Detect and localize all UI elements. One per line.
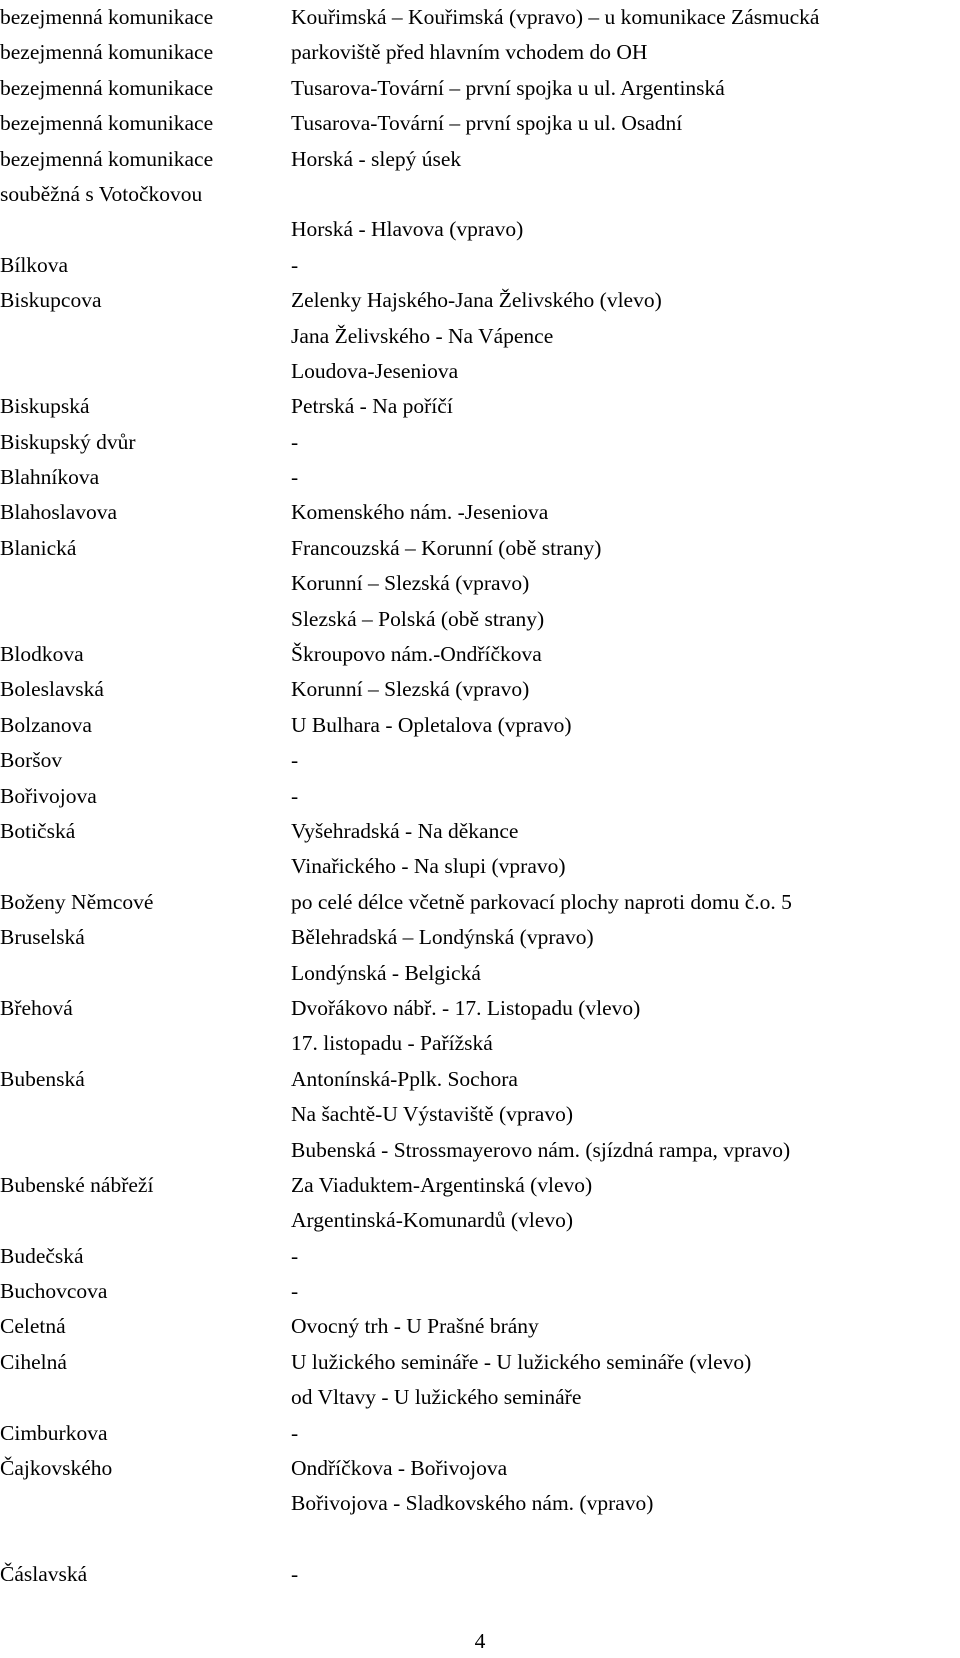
street-name: Bubenská [0, 1066, 85, 1091]
table-row [0, 283, 960, 318]
street-section: - [291, 1243, 299, 1268]
street-section: - [291, 783, 299, 808]
street-name: Čáslavská [0, 1562, 88, 1587]
street-section: Petrská - Na poříčí [291, 394, 453, 419]
street-name: Břehová [0, 995, 73, 1020]
street-section: Vinařického - Na slupi (vpravo) [291, 854, 566, 879]
table-row [0, 1309, 960, 1344]
table-row [0, 495, 960, 530]
table-row [0, 106, 960, 141]
table-row [0, 1416, 960, 1451]
table-row [0, 1168, 960, 1203]
street-section: - [291, 465, 299, 490]
street-name: Buchovcova [0, 1279, 108, 1304]
street-name: Blodkova [0, 642, 84, 667]
street-name: bezejmenná komunikace [0, 40, 214, 65]
table-row [0, 1203, 960, 1238]
street-name: Boršov [0, 748, 63, 773]
street-section: Slezská – Polská (obě strany) [291, 606, 545, 631]
table-row [0, 708, 960, 743]
street-section: Londýnská - Belgická [291, 960, 481, 985]
street-name: Budečská [0, 1243, 84, 1268]
street-name: Biskupská [0, 394, 90, 419]
street-name: Blahoslavova [0, 500, 118, 525]
street-section: Argentinská-Komunardů (vlevo) [291, 1208, 574, 1233]
street-name: Cimburkova [0, 1420, 108, 1445]
street-section: Francouzská – Korunní (obě strany) [291, 535, 602, 560]
table-row [0, 956, 960, 991]
street-name: Cihelná [0, 1349, 67, 1374]
table-row [0, 1062, 960, 1097]
street-section: Horská - Hlavova (vpravo) [291, 217, 524, 242]
street-section: Ondříčkova - Bořivojova [291, 1456, 508, 1481]
street-name: Blanická [0, 535, 77, 560]
table-row [0, 35, 960, 70]
street-section: Antonínská-Pplk. Sochora [291, 1066, 518, 1091]
table-row [0, 1345, 960, 1380]
table-row [0, 566, 960, 601]
table-row [0, 425, 960, 460]
street-name: Boleslavská [0, 677, 104, 702]
page-number: 4 [474, 1629, 486, 1653]
street-section: Vyšehradská - Na děkance [291, 818, 519, 843]
street-section: Tusarova-Tovární – první spojka u ul. Argentinská [291, 75, 725, 100]
table-row [0, 602, 960, 637]
table-row [0, 1486, 960, 1521]
street-name: bezejmenná komunikace [0, 146, 214, 171]
table-row [0, 460, 960, 495]
street-section: parkoviště před hlavním vchodem do OH [291, 40, 648, 65]
street-name: Bruselská [0, 925, 85, 950]
table-row [0, 637, 960, 672]
street-name: Celetná [0, 1314, 66, 1339]
street-section: Škroupovo nám.-Ondříčkova [291, 642, 542, 667]
street-section: Jana Želivského - Na Vápence [291, 323, 554, 348]
table-row [0, 389, 960, 424]
street-name: Biskupcova [0, 288, 102, 313]
table-row [0, 672, 960, 707]
table-row [0, 212, 960, 247]
street-section: Komenského nám. -Jeseniova [291, 500, 549, 525]
table-row [0, 814, 960, 849]
table-row [0, 177, 960, 212]
table-row [0, 1451, 960, 1486]
street-name: Čajkovského [0, 1456, 113, 1481]
table-row [0, 248, 960, 283]
table-row [0, 1380, 960, 1415]
street-name: bezejmenná komunikace [0, 75, 214, 100]
table-row [0, 743, 960, 778]
table-row [0, 71, 960, 106]
table-row [0, 920, 960, 955]
street-section: Korunní – Slezská (vpravo) [291, 571, 530, 596]
street-name: Blahníkova [0, 465, 100, 490]
table-row [0, 1557, 960, 1592]
street-name: Biskupský dvůr [0, 429, 136, 454]
table-row [0, 1133, 960, 1168]
street-section: Korunní – Slezská (vpravo) [291, 677, 530, 702]
street-section: - [291, 1279, 299, 1304]
street-section: Kouřimská – Kouřimská (vpravo) – u komunikace Zásmucká [291, 5, 820, 29]
table-row [0, 849, 960, 884]
table-row [0, 531, 960, 566]
street-section: - [291, 252, 299, 277]
street-name: bezejmenná komunikace [0, 5, 214, 29]
street-section: U Bulhara - Opletalova (vpravo) [291, 712, 572, 737]
street-section: - [291, 429, 299, 454]
table-row [0, 1522, 960, 1557]
table-row [0, 1274, 960, 1309]
street-section: - [291, 748, 299, 773]
street-section: 17. listopadu - Pařížská [291, 1031, 493, 1056]
table-row [0, 1239, 960, 1274]
table-row [0, 885, 960, 920]
street-section: po celé délce včetně parkovací plochy naproti domu č.o. 5 [291, 889, 792, 914]
street-section: Bubenská - Strossmayerovo nám. (sjízdná rampa, vpravo) [291, 1137, 791, 1162]
street-section: Tusarova-Tovární – první spojka u ul. Osadní [291, 111, 683, 136]
street-section: Dvořákovo nábř. - 17. Listopadu (vlevo) [291, 995, 641, 1020]
street-section: Bělehradská – Londýnská (vpravo) [291, 925, 594, 950]
street-section: - [291, 1420, 299, 1445]
street-section: Loudova-Jeseniova [291, 358, 459, 383]
street-section: - [291, 1562, 299, 1587]
street-name: souběžná s Votočkovou [0, 181, 203, 206]
table-row [0, 1026, 960, 1061]
street-section: Na šachtě-U Výstaviště (vpravo) [291, 1102, 573, 1127]
street-section: od Vltavy - U lužického semináře [291, 1385, 582, 1410]
street-name: Bolzanova [0, 712, 92, 737]
street-name: Bubenské nábřeží [0, 1172, 154, 1197]
table-row [0, 1097, 960, 1132]
street-name: bezejmenná komunikace [0, 111, 214, 136]
street-section: Zelenky Hajského-Jana Želivského (vlevo) [291, 288, 662, 313]
street-section: Bořivojova - Sladkovského nám. (vpravo) [291, 1491, 654, 1516]
table-row [0, 779, 960, 814]
table-row [0, 991, 960, 1026]
table-row [0, 354, 960, 389]
street-name: Bořivojova [0, 783, 97, 808]
street-section: Horská - slepý úsek [291, 146, 462, 171]
street-section: U lužického semináře - U lužického semináře (vlevo) [291, 1349, 752, 1374]
table-row [0, 319, 960, 354]
table-row [0, 142, 960, 177]
street-section: Za Viaduktem-Argentinská (vlevo) [291, 1172, 593, 1197]
table-row [0, 0, 960, 35]
street-name: Bílkova [0, 252, 69, 277]
street-name: Botičská [0, 818, 76, 843]
street-name: Boženy Němcové [0, 889, 154, 914]
street-section: Ovocný trh - U Prašné brány [291, 1314, 539, 1339]
